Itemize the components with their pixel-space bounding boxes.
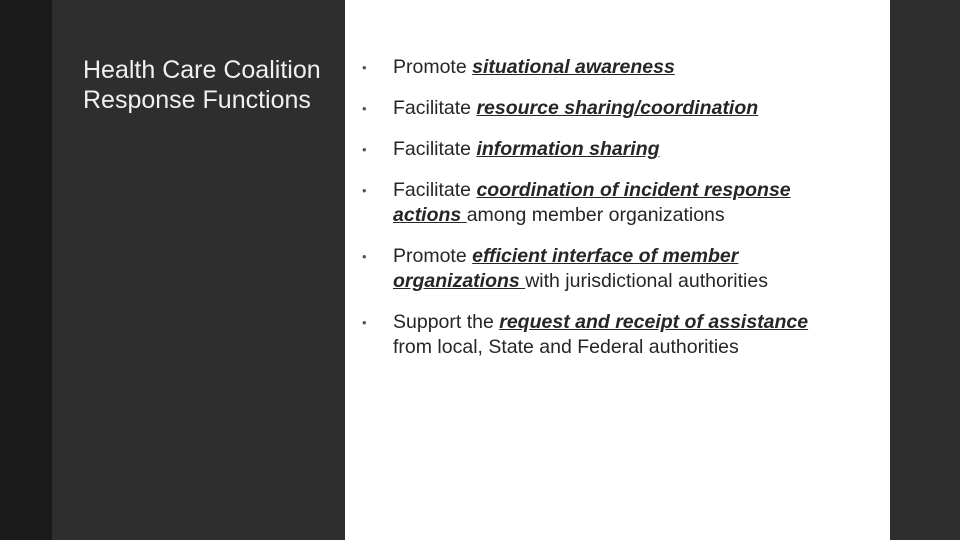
bullet-list [362, 55, 842, 360]
bullet-emphasis-text: situational awareness [472, 56, 675, 78]
bullet-lead-text: Promote [393, 56, 473, 78]
bullet-marker: • [362, 315, 367, 330]
bullet-lead-text: Promote [393, 245, 473, 267]
bullet-emphasis-text: efficient interface of member organizations [393, 245, 739, 292]
bullet-marker: • [362, 183, 367, 198]
bullet-lead-text: Support the [393, 311, 500, 333]
bullet-marker: • [362, 249, 367, 264]
bullet-trail-text: among member organizations [466, 204, 725, 226]
bullet-trail-text: from local, State and Federal authorities [393, 336, 739, 358]
bullet-item [362, 244, 842, 294]
right-edge-strip [890, 0, 960, 540]
bullet-emphasis-text: request and receipt of assistance [499, 311, 809, 333]
bullet-emphasis-text: resource sharing/coordination [476, 97, 759, 119]
bullet-marker: • [362, 101, 367, 116]
bullet-item [362, 55, 842, 80]
bullet-item [362, 137, 842, 162]
bullet-lead-text: Facilitate [393, 179, 477, 201]
bullet-item [362, 96, 842, 121]
bullet-lead-text: Facilitate [393, 138, 477, 160]
bullet-item [362, 178, 842, 228]
bullet-emphasis-text: coordination of incident response actions [393, 179, 791, 226]
slide-title: Health Care Coalition Response Functions [83, 56, 321, 114]
bullet-item [362, 310, 842, 360]
bullet-lead-text: Facilitate [393, 97, 477, 119]
left-edge-strip [0, 0, 52, 540]
bullet-marker: • [362, 142, 367, 157]
bullet-emphasis-text: information sharing [476, 138, 660, 160]
bullet-trail-text: with jurisdictional authorities [525, 270, 768, 292]
bullet-marker: • [362, 60, 367, 75]
